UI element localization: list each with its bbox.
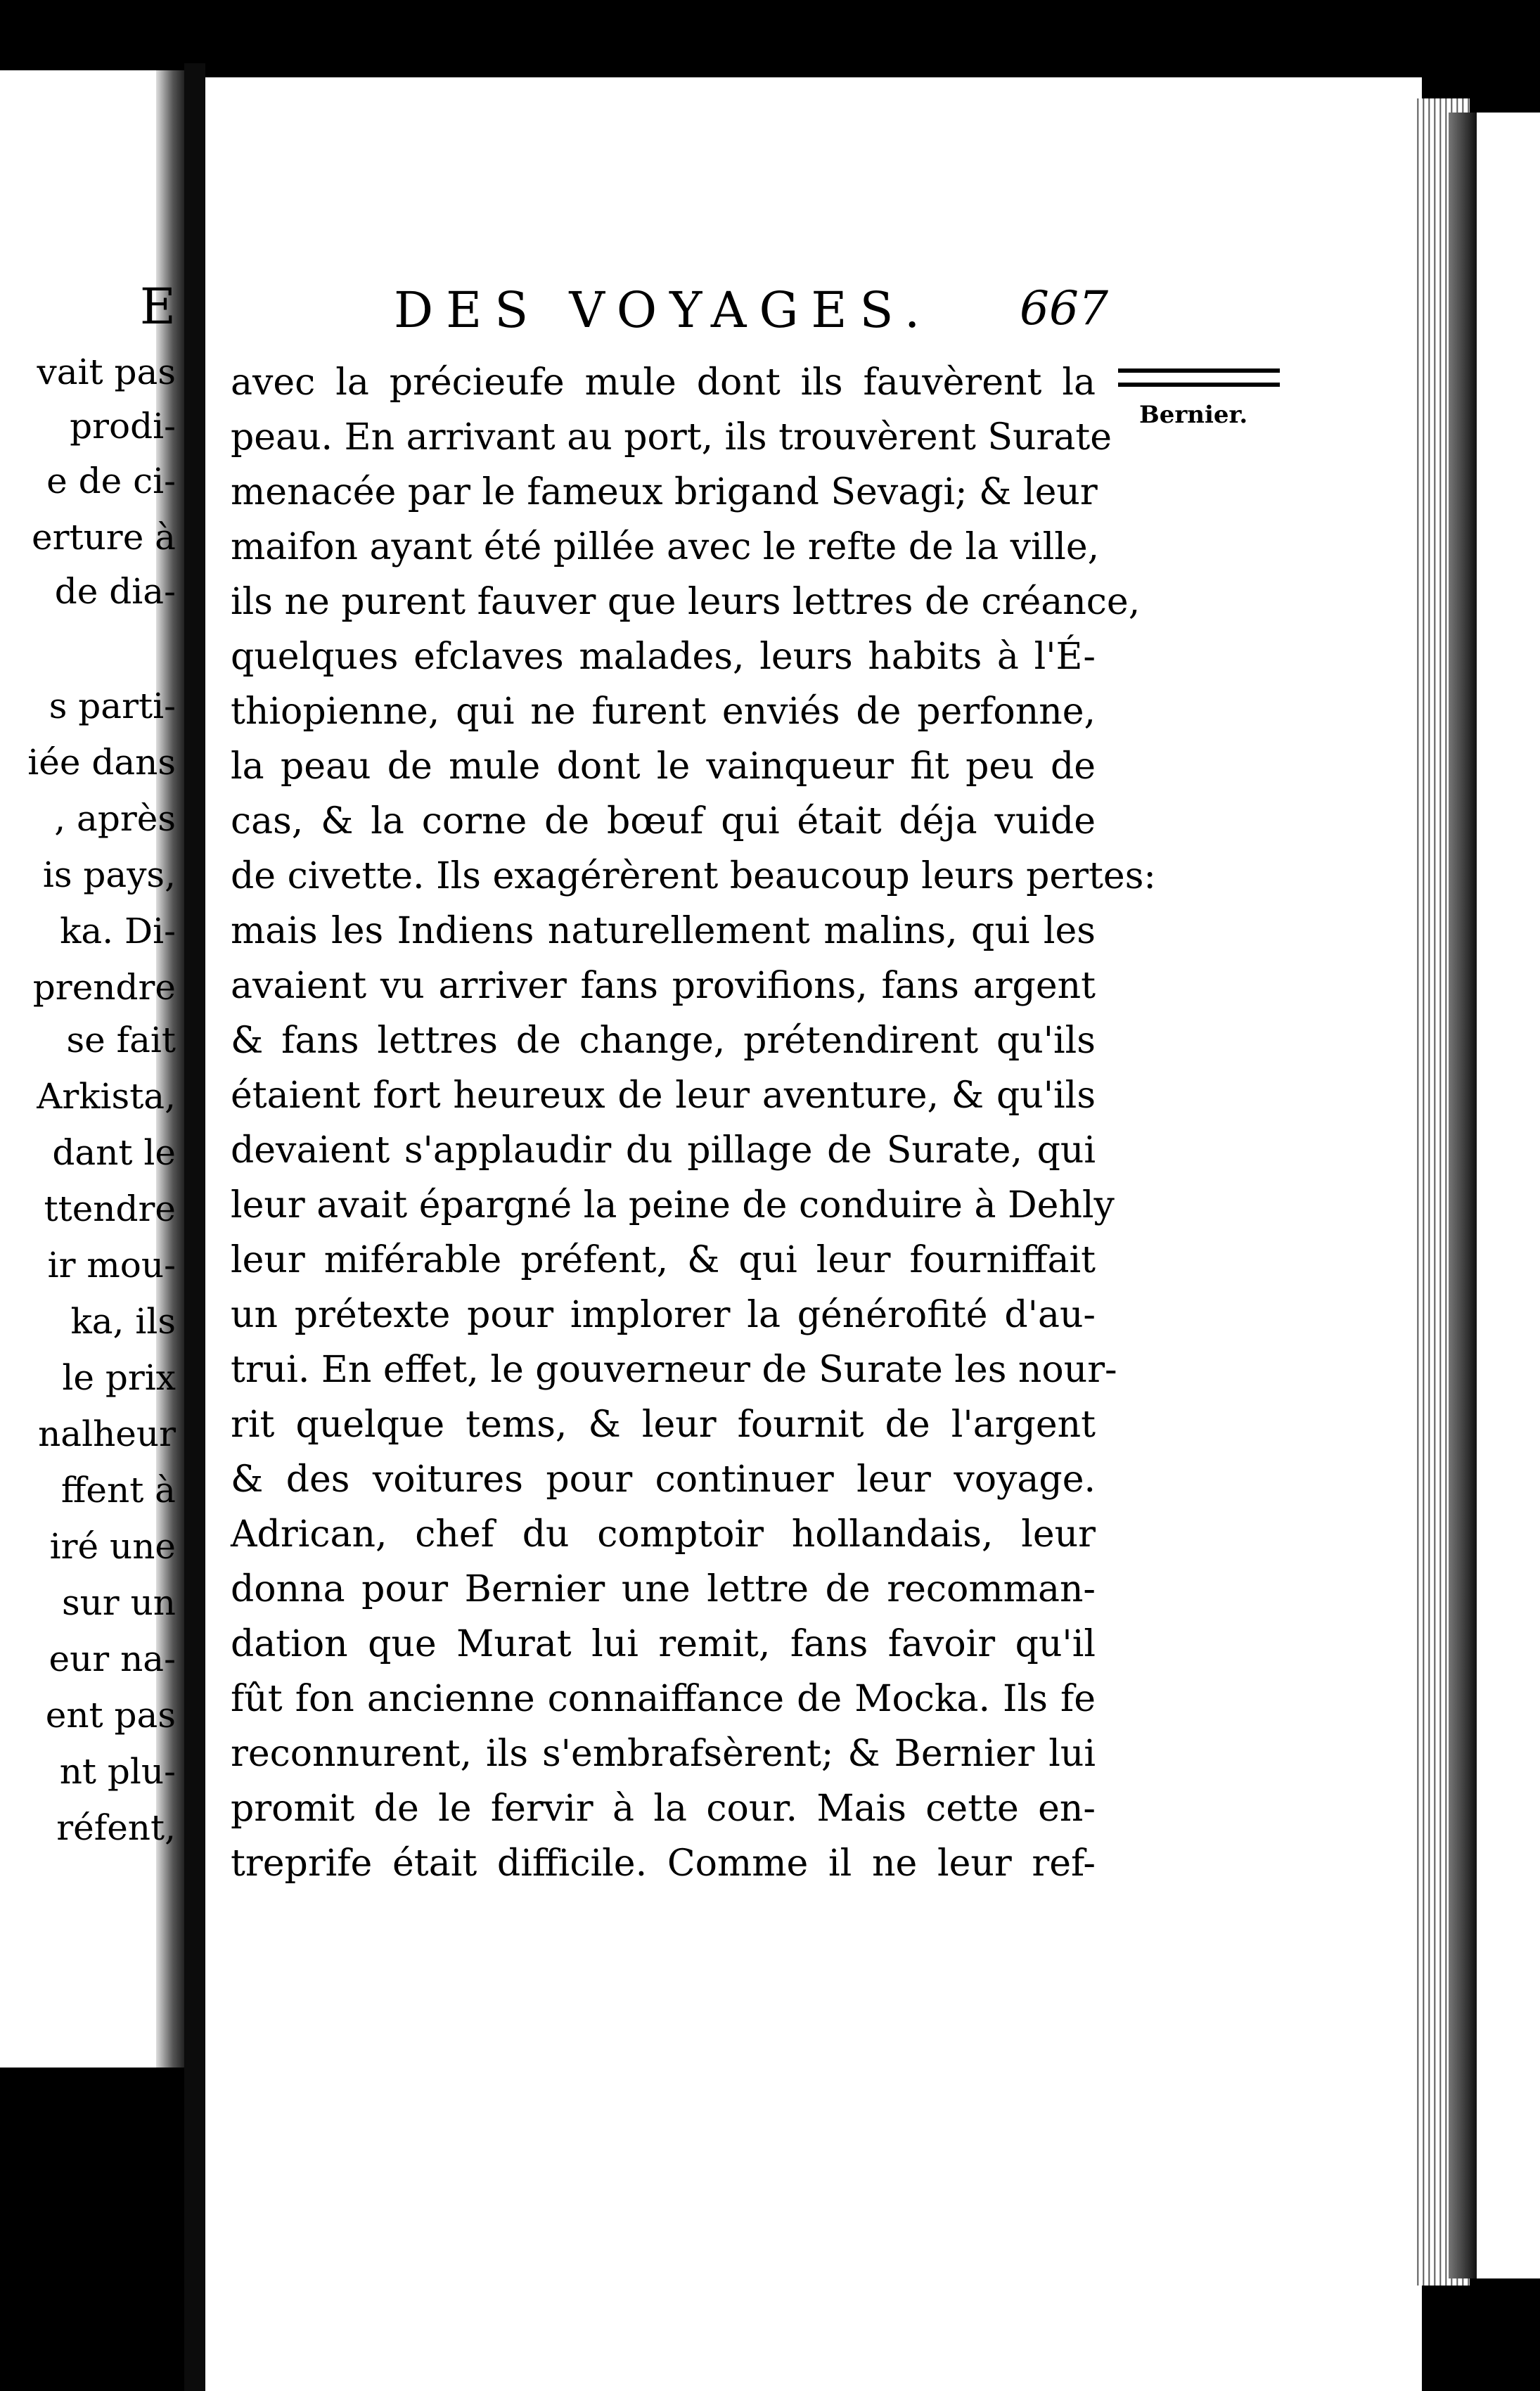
left-page-line: nt plu- bbox=[59, 1751, 176, 1792]
text-line: la peau de mule dont le vainqueur fit peu de bbox=[231, 745, 1096, 788]
left-page-line: ka. Di- bbox=[60, 911, 176, 951]
left-page-line: iée dans bbox=[27, 742, 176, 783]
text-line: ils ne purent fauver que leurs lettres de créance, bbox=[231, 581, 1141, 623]
margin-note: Bernier. bbox=[1139, 401, 1248, 429]
margin-rule bbox=[1118, 368, 1280, 387]
left-page-line: eur na- bbox=[49, 1639, 176, 1679]
page-number: 667 bbox=[1020, 281, 1108, 335]
left-page-line: Arkista, bbox=[37, 1076, 176, 1117]
text-line: rit quelque tems, & leur fournit de l'argent bbox=[231, 1404, 1096, 1446]
text-line: & fans lettres de change, prétendirent qu'ils bbox=[231, 1020, 1096, 1062]
left-page-line: de dia- bbox=[54, 571, 176, 612]
left-page-line: le prix bbox=[62, 1357, 176, 1398]
text-line: Adrican, chef du comptoir hollandais, leur bbox=[231, 1513, 1096, 1556]
text-line: un prétexte pour implorer la générofité d'au- bbox=[231, 1294, 1096, 1336]
left-page-line: nalheur bbox=[38, 1414, 176, 1454]
text-line: de civette. Ils exagérèrent beaucoup leurs pertes: bbox=[231, 855, 1156, 897]
text-line: devaient s'applaudir du pillage de Surate, qui bbox=[231, 1129, 1096, 1172]
text-line: maifon ayant été pillée avec le refte de la ville, bbox=[231, 526, 1100, 568]
text-line: avaient vu arriver fans provifions, fans argent bbox=[231, 965, 1096, 1007]
right-margin-strip bbox=[1477, 113, 1540, 2278]
left-page-line: s parti- bbox=[49, 686, 176, 726]
text-line: reconnurent, ils s'embrafsèrent; & Bernier lui bbox=[231, 1733, 1096, 1775]
text-line: donna pour Bernier une lettre de recomman- bbox=[231, 1568, 1096, 1610]
text-line: promit de le fervir à la cour. Mais cette en- bbox=[231, 1788, 1096, 1830]
text-line: cas, & la corne de bœuf qui était déja vuide bbox=[231, 800, 1096, 842]
left-page-line: ffent à bbox=[60, 1470, 176, 1511]
left-page-line: , après bbox=[54, 798, 176, 839]
text-line: thiopienne, qui ne furent enviés de perfonne, bbox=[231, 691, 1096, 733]
text-line: & des voitures pour continuer leur voyage. bbox=[231, 1459, 1096, 1501]
text-line: menacée par le fameux brigand Sevagi; & leur bbox=[231, 471, 1098, 513]
text-line: quelques efclaves malades, leurs habits à l'É- bbox=[231, 636, 1096, 678]
left-page-line: réfent, bbox=[56, 1807, 176, 1848]
text-line: fût fon ancienne connaiffance de Mocka. Ils fe bbox=[231, 1678, 1096, 1720]
text-line: trui. En effet, le gouverneur de Surate les nour- bbox=[231, 1349, 1117, 1391]
text-line: étaient fort heureux de leur aventure, & qu'ils bbox=[231, 1075, 1096, 1117]
left-page-line: dant le bbox=[52, 1132, 176, 1173]
body-text bbox=[231, 355, 1156, 1891]
left-page-line: ka, ils bbox=[70, 1301, 176, 1342]
text-line: leur avait épargné la peine de conduire à Dehly bbox=[231, 1184, 1115, 1226]
page-edge-shadow bbox=[1449, 113, 1477, 2278]
text-line: mais les Indiens naturellement malins, qui les bbox=[231, 910, 1096, 952]
text-line: peau. En arrivant au port, ils trouvèrent Surate bbox=[231, 416, 1112, 459]
left-page-line: ent pas bbox=[45, 1695, 176, 1736]
text-line: dation que Murat lui remit, fans favoir qu'il bbox=[231, 1623, 1096, 1665]
left-page-line: ir mou- bbox=[47, 1245, 176, 1286]
text-line: avec la précieufe mule dont ils fauvèrent la bbox=[231, 361, 1096, 404]
left-page-line: erture à bbox=[32, 517, 176, 558]
text-line: leur miférable préfent, & qui leur fourniffait bbox=[231, 1239, 1096, 1281]
left-page-line: prendre bbox=[32, 967, 176, 1008]
text-line: treprife était difficile. Comme il ne leur ref- bbox=[231, 1842, 1096, 1885]
left-page-line: is pays, bbox=[42, 854, 176, 895]
page-divider bbox=[184, 63, 205, 2391]
running-head: DES VOYAGES. bbox=[394, 281, 933, 339]
left-page-line: se fait bbox=[66, 1020, 176, 1060]
left-page-line: E bbox=[139, 278, 176, 335]
left-page-line: ttendre bbox=[44, 1188, 176, 1229]
left-page-line: prodi- bbox=[70, 406, 176, 447]
left-page-line: e de ci- bbox=[46, 461, 176, 501]
left-page-line: sur un bbox=[61, 1582, 176, 1623]
left-page-line: iré une bbox=[49, 1526, 176, 1567]
left-page-line: vait pas bbox=[37, 352, 176, 392]
